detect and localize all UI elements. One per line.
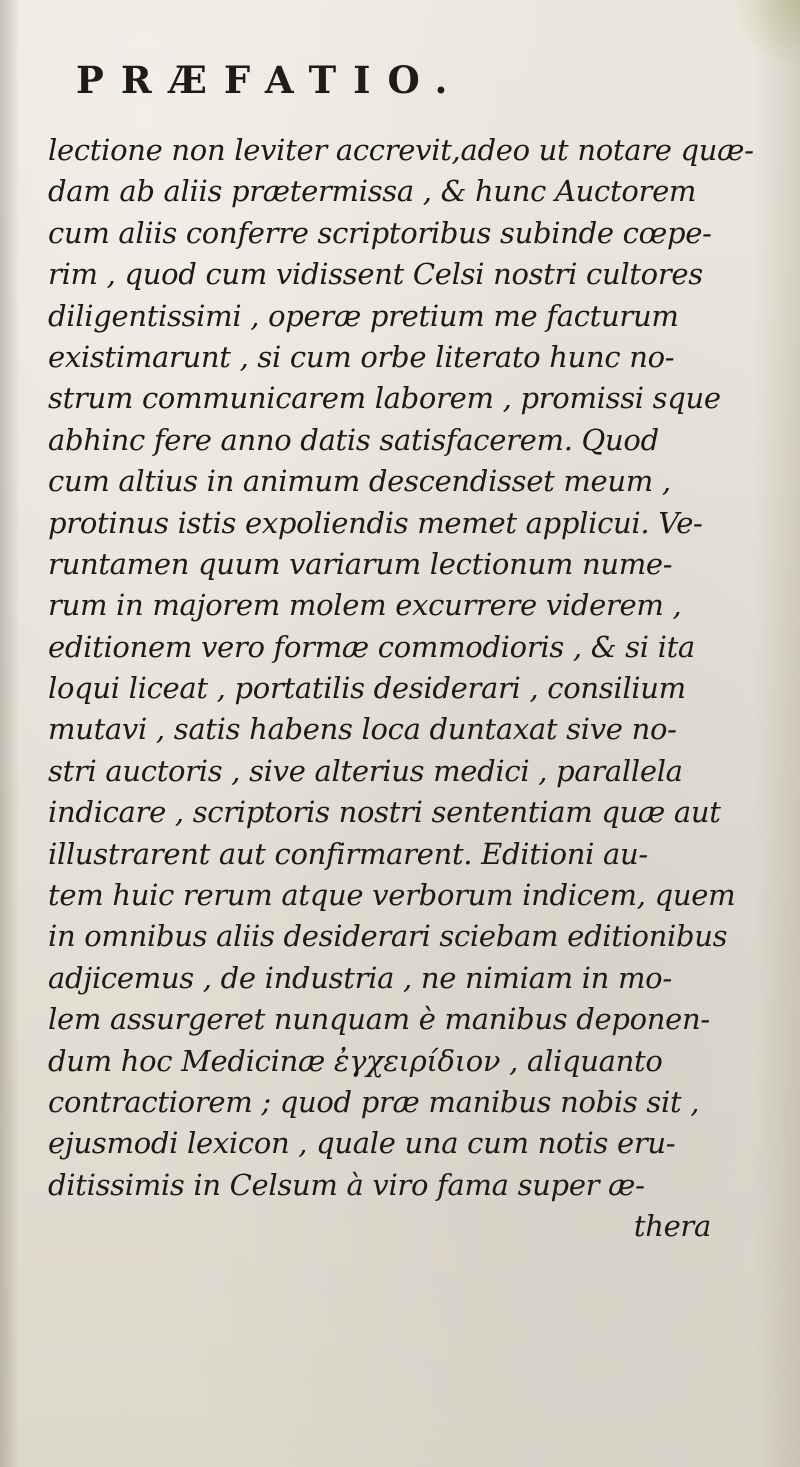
text-line: rim , quod cum vidissent Celsi nostri cultores [48, 257, 703, 292]
text-line: cum altius in animum descendisset meum , [48, 464, 671, 499]
text-line: strum communicarem laborem , promissi sque [48, 381, 721, 416]
text-line: rum in majorem molem excurrere viderem , [48, 588, 682, 623]
text-line: diligentissimi , operæ pretium me facturum [48, 298, 679, 333]
heading-text: PRÆFATIO. [76, 58, 465, 102]
page-gutter-shadow [0, 0, 20, 1467]
page-heading [50, 58, 750, 102]
text-line: tem huic rerum atque verborum indicem, quem [48, 878, 736, 913]
text-line: lem assurgeret nunquam è manibus deponen- [48, 1002, 710, 1037]
text-line: mutavi , satis habens loca duntaxat sive no- [48, 712, 677, 747]
text-line: cum aliis conferre scriptoribus subinde cœpe- [48, 215, 712, 250]
text-line: lectione non leviter accrevit,adeo ut notare quæ- [48, 133, 754, 167]
text-line: illustrarent aut confirmarent. Editioni au- [48, 836, 648, 871]
text-line: dam ab aliis prætermissa , & hunc Auctorem [48, 174, 697, 209]
text-line: adjicemus , de industria , ne nimiam in mo- [48, 960, 672, 995]
body-text [48, 130, 763, 1248]
text-line: ejusmodi lexicon , quale una cum notis eru- [48, 1126, 676, 1161]
text-line: runtamen quum variarum lectionum nume- [48, 546, 673, 581]
text-line: loqui liceat , portatilis desiderari , consilium [48, 671, 686, 706]
text-line: editionem vero formæ commodioris , & si ita [48, 629, 695, 664]
text-line: abhinc fere anno datis satisfacerem. Quod [48, 422, 659, 457]
text-line: ditissimis in Celsum à viro fama super æ- [48, 1167, 645, 1202]
text-line: dum hoc Medicinæ ἐγχειρίδιον , aliquanto [48, 1043, 663, 1078]
text-line: thera [633, 1209, 711, 1244]
text-line: indicare , scriptoris nostri sententiam quæ aut [48, 795, 721, 830]
text-line: contractiorem ; quod præ manibus nobis sit , [48, 1084, 700, 1119]
text-line: existimarunt , si cum orbe literato hunc no- [48, 339, 675, 374]
text-line: protinus istis expoliendis memet applicui. Ve- [48, 505, 703, 540]
text-line: in omnibus aliis desiderari sciebam editionibus [48, 919, 728, 954]
text-line: stri auctoris , sive alterius medici , parallela [48, 753, 683, 788]
